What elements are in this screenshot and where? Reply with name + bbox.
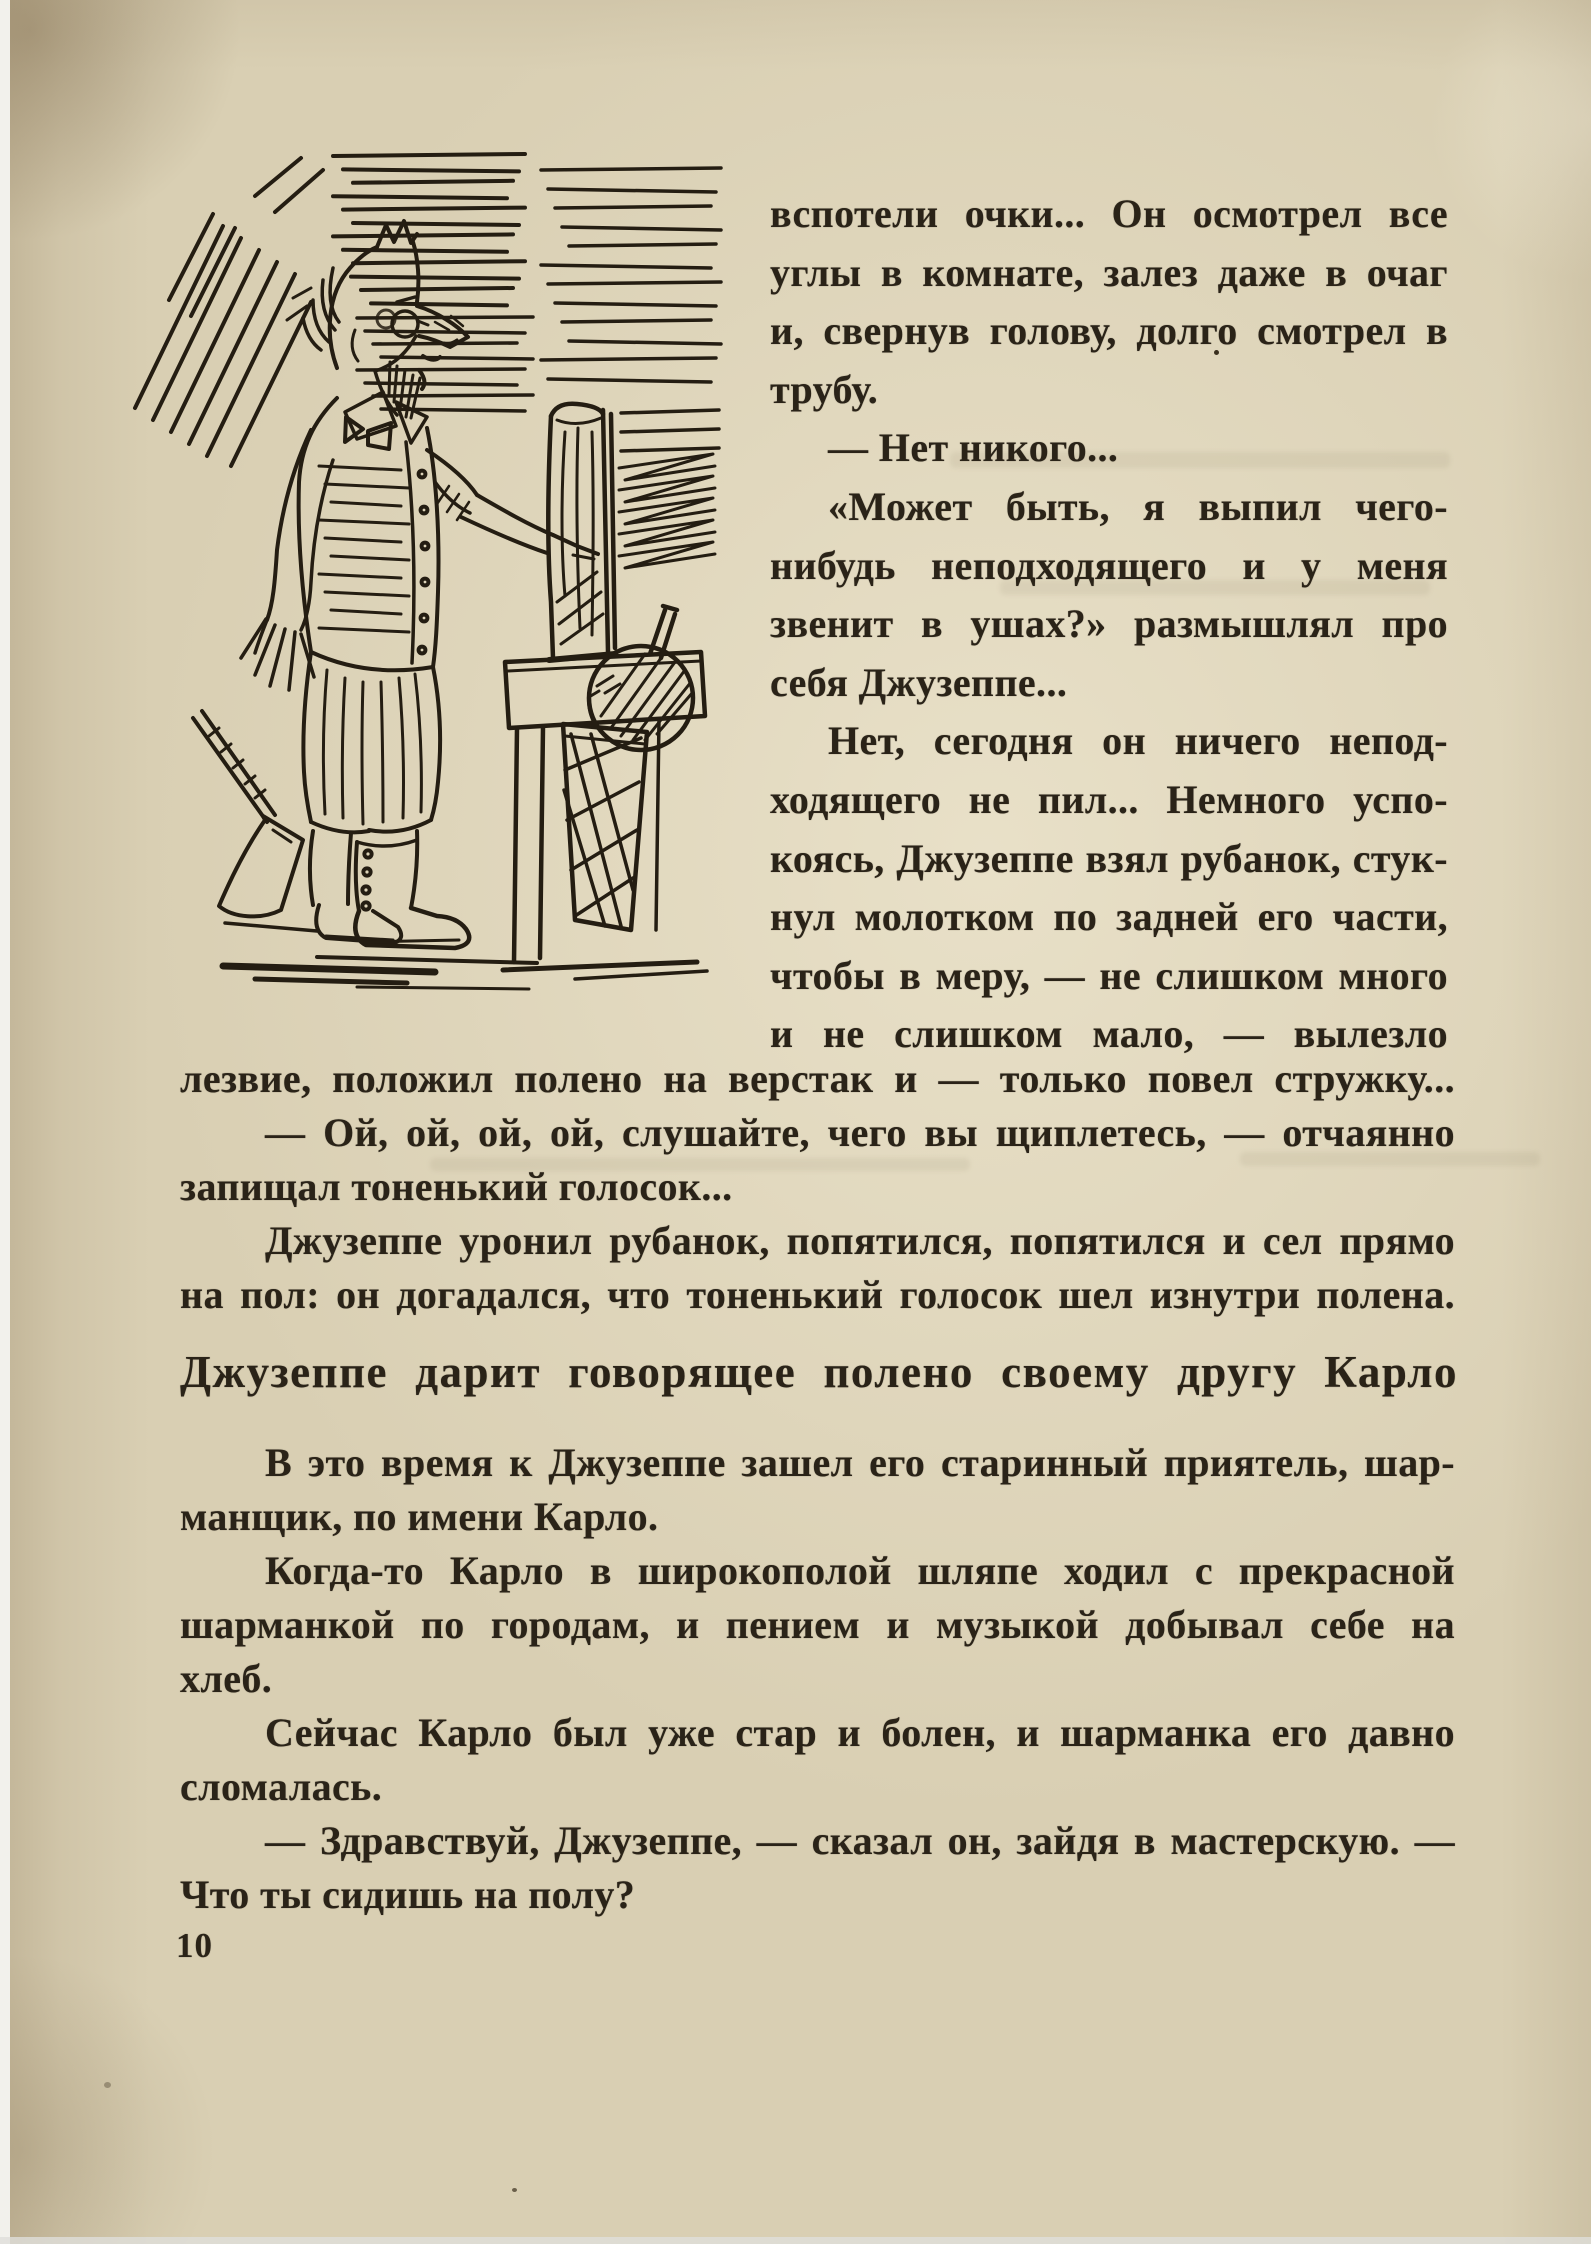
text-line: сломалась. — [180, 1764, 383, 1809]
giuseppe-workshop-illustration — [105, 130, 755, 1010]
scan-edge-bottom — [0, 2237, 1591, 2244]
text-line: В это время к Джузеппе зашел его старинный приятель, шар- — [265, 1440, 1455, 1485]
text-line: шарманкой по городам, и пением и музыкой добывал себе на — [180, 1602, 1455, 1647]
wicker-basket — [563, 724, 647, 930]
ear — [352, 330, 358, 361]
text-line: Нет, сегодня он ничего непод- — [828, 718, 1448, 764]
paper-speck — [104, 2082, 111, 2088]
text-line: манщик, по имени Карло. — [180, 1494, 659, 1539]
text-line: и не слишком мало, — вылезло — [770, 1011, 1448, 1057]
text-line: нибудь неподходящего и у меня — [770, 542, 1448, 588]
illustration-drawing — [105, 130, 755, 1010]
trousers — [303, 652, 440, 832]
text-line: нул молотком по задней его части, — [770, 894, 1448, 940]
horizontal-hatching-left — [333, 154, 525, 305]
ground-shadow — [223, 923, 707, 989]
vest-hatching — [319, 466, 409, 632]
nose — [417, 306, 468, 347]
workbench — [505, 652, 705, 962]
text-line: хлеб. — [180, 1656, 273, 1701]
chapter-body-text — [180, 1436, 1455, 1922]
log — [548, 404, 615, 660]
text-line: трубу. — [770, 366, 879, 412]
text-line: запищал тоненький голосок... — [180, 1164, 733, 1209]
body-text-column — [770, 185, 1448, 1064]
text-line: — Нет никого... — [828, 425, 1119, 471]
horizontal-hatching-right — [541, 168, 721, 451]
text-line: «Может быть, я выпил чего- — [828, 483, 1448, 529]
hanging-arm — [241, 430, 333, 690]
gaiters-and-shoes — [310, 831, 469, 948]
text-line: Джузеппе уронил рубанок, попятился, попятился и сел прямо — [265, 1218, 1455, 1263]
text-line: — Ой, ой, ой, ой, слушайте, чего вы щиплетесь, — отчаянно — [265, 1110, 1455, 1155]
page-number: 10 — [176, 1926, 213, 1965]
text-line: вспотели очки... Он осмотрел все — [770, 191, 1448, 236]
sieve-peg — [650, 606, 677, 658]
text-line: углы в комнате, залез даже в очаг — [770, 249, 1448, 295]
text-line: чтобы в меру, — не слишком много — [770, 952, 1448, 998]
text-line: звенит в ушах?» размышлял про — [770, 601, 1448, 647]
text-line: коясь, Джузеппе взял рубанок, стук- — [770, 835, 1448, 881]
hatchet — [193, 711, 303, 916]
scan-edge-left — [0, 0, 10, 2244]
text-line: Что ты сидишь на полу? — [180, 1872, 636, 1917]
pointing-arm — [427, 450, 598, 559]
text-line: лезвие, положил полено на верстак и — только повел стружку... — [180, 1056, 1455, 1101]
text-line: на пол: он догадался, что тоненький голосок шел изнутри полена. — [180, 1272, 1455, 1317]
text-line: ходящего не пил... Немного успо- — [770, 776, 1448, 822]
paper-speck — [512, 2188, 517, 2192]
diagonal-hatching — [135, 158, 323, 466]
body-text-full-width — [180, 1052, 1455, 1322]
text-line: и, свернув голову, долго смотрел в — [770, 308, 1448, 354]
eyebrow — [397, 297, 415, 302]
text-line: — Здравствуй, Джузеппе, — сказал он, зайдя в мастерскую. — — [265, 1818, 1455, 1863]
text-line: Когда-то Карло в широкополой шляпе ходил с прекрасной — [265, 1548, 1455, 1593]
trouser-folds — [323, 670, 421, 824]
text-line: себя Джузеппе... — [770, 659, 1068, 705]
chapter-heading: Джузеппе дарит говорящее полено своему другу Карло — [180, 1347, 1458, 1397]
text-line: Сейчас Карло был уже стар и болен, и шарманка его давно — [265, 1710, 1455, 1755]
zigzag-hatching — [619, 454, 715, 568]
